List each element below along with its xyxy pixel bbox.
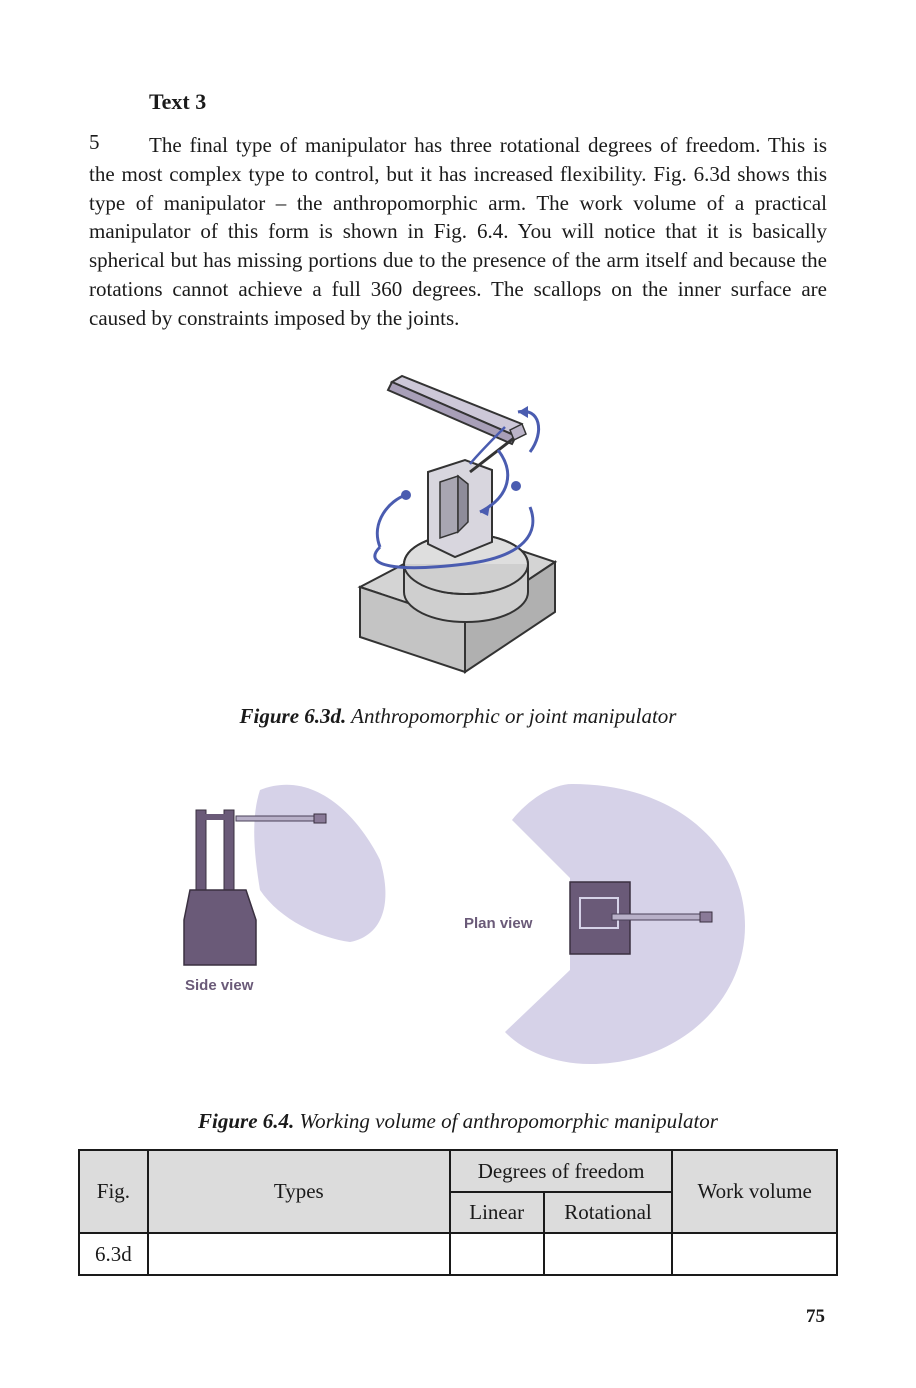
- figure-64-caption-text: Working volume of anthropomorphic manipulator: [294, 1109, 718, 1133]
- page-number: 75: [806, 1306, 825, 1327]
- cell-fig: 6.3d: [79, 1233, 148, 1275]
- cell-rotational[interactable]: [544, 1233, 673, 1275]
- cell-types[interactable]: [148, 1233, 450, 1275]
- degrees-of-freedom-table: [78, 1149, 838, 1276]
- cell-linear[interactable]: [450, 1233, 544, 1275]
- header-fig: Fig.: [79, 1150, 148, 1233]
- header-rotational: Rotational: [544, 1192, 673, 1233]
- table-header-row: [79, 1150, 837, 1192]
- side-view-label: Side view: [185, 977, 254, 994]
- header-degrees-of-freedom: Degrees of freedom: [450, 1150, 673, 1192]
- figure-63d-label: Figure 6.3d.: [239, 704, 347, 728]
- figure-63d-caption: [0, 704, 916, 729]
- header-work-volume: Work volume: [672, 1150, 837, 1233]
- working-volume-illustration: [160, 770, 760, 1070]
- table-row: [79, 1233, 837, 1275]
- anthropomorphic-arm-illustration: [340, 372, 570, 677]
- figure-64-caption: [0, 1109, 916, 1134]
- body-paragraph: The final type of manipulator has three rotational degrees of freedom. This is the most complex type to control, but it has increased flexibility. Fig. 6.3d shows this type of manipulator – the anthropomorphic arm. The work volume of a practical manipulator of this form is shown in Fig. 6.4. You will notice that it is basically spherical but has missing portions due to the presence of the arm itself and because the rotations cannot achieve a full 360 degrees. The scallops on the inner surface are caused by constraints imposed by the joints.: [89, 133, 827, 330]
- side-view-volume: [254, 785, 385, 942]
- cell-work-volume[interactable]: [672, 1233, 837, 1275]
- paragraph-number: 5: [89, 130, 100, 154]
- header-linear: Linear: [450, 1192, 544, 1233]
- section-heading: Text 3: [149, 89, 207, 114]
- plan-view-label: Plan view: [464, 915, 533, 932]
- figure-63d-caption-text: Anthropomorphic or joint manipulator: [346, 704, 677, 728]
- figure-64-label: Figure 6.4.: [198, 1109, 295, 1133]
- header-types: Types: [148, 1150, 450, 1233]
